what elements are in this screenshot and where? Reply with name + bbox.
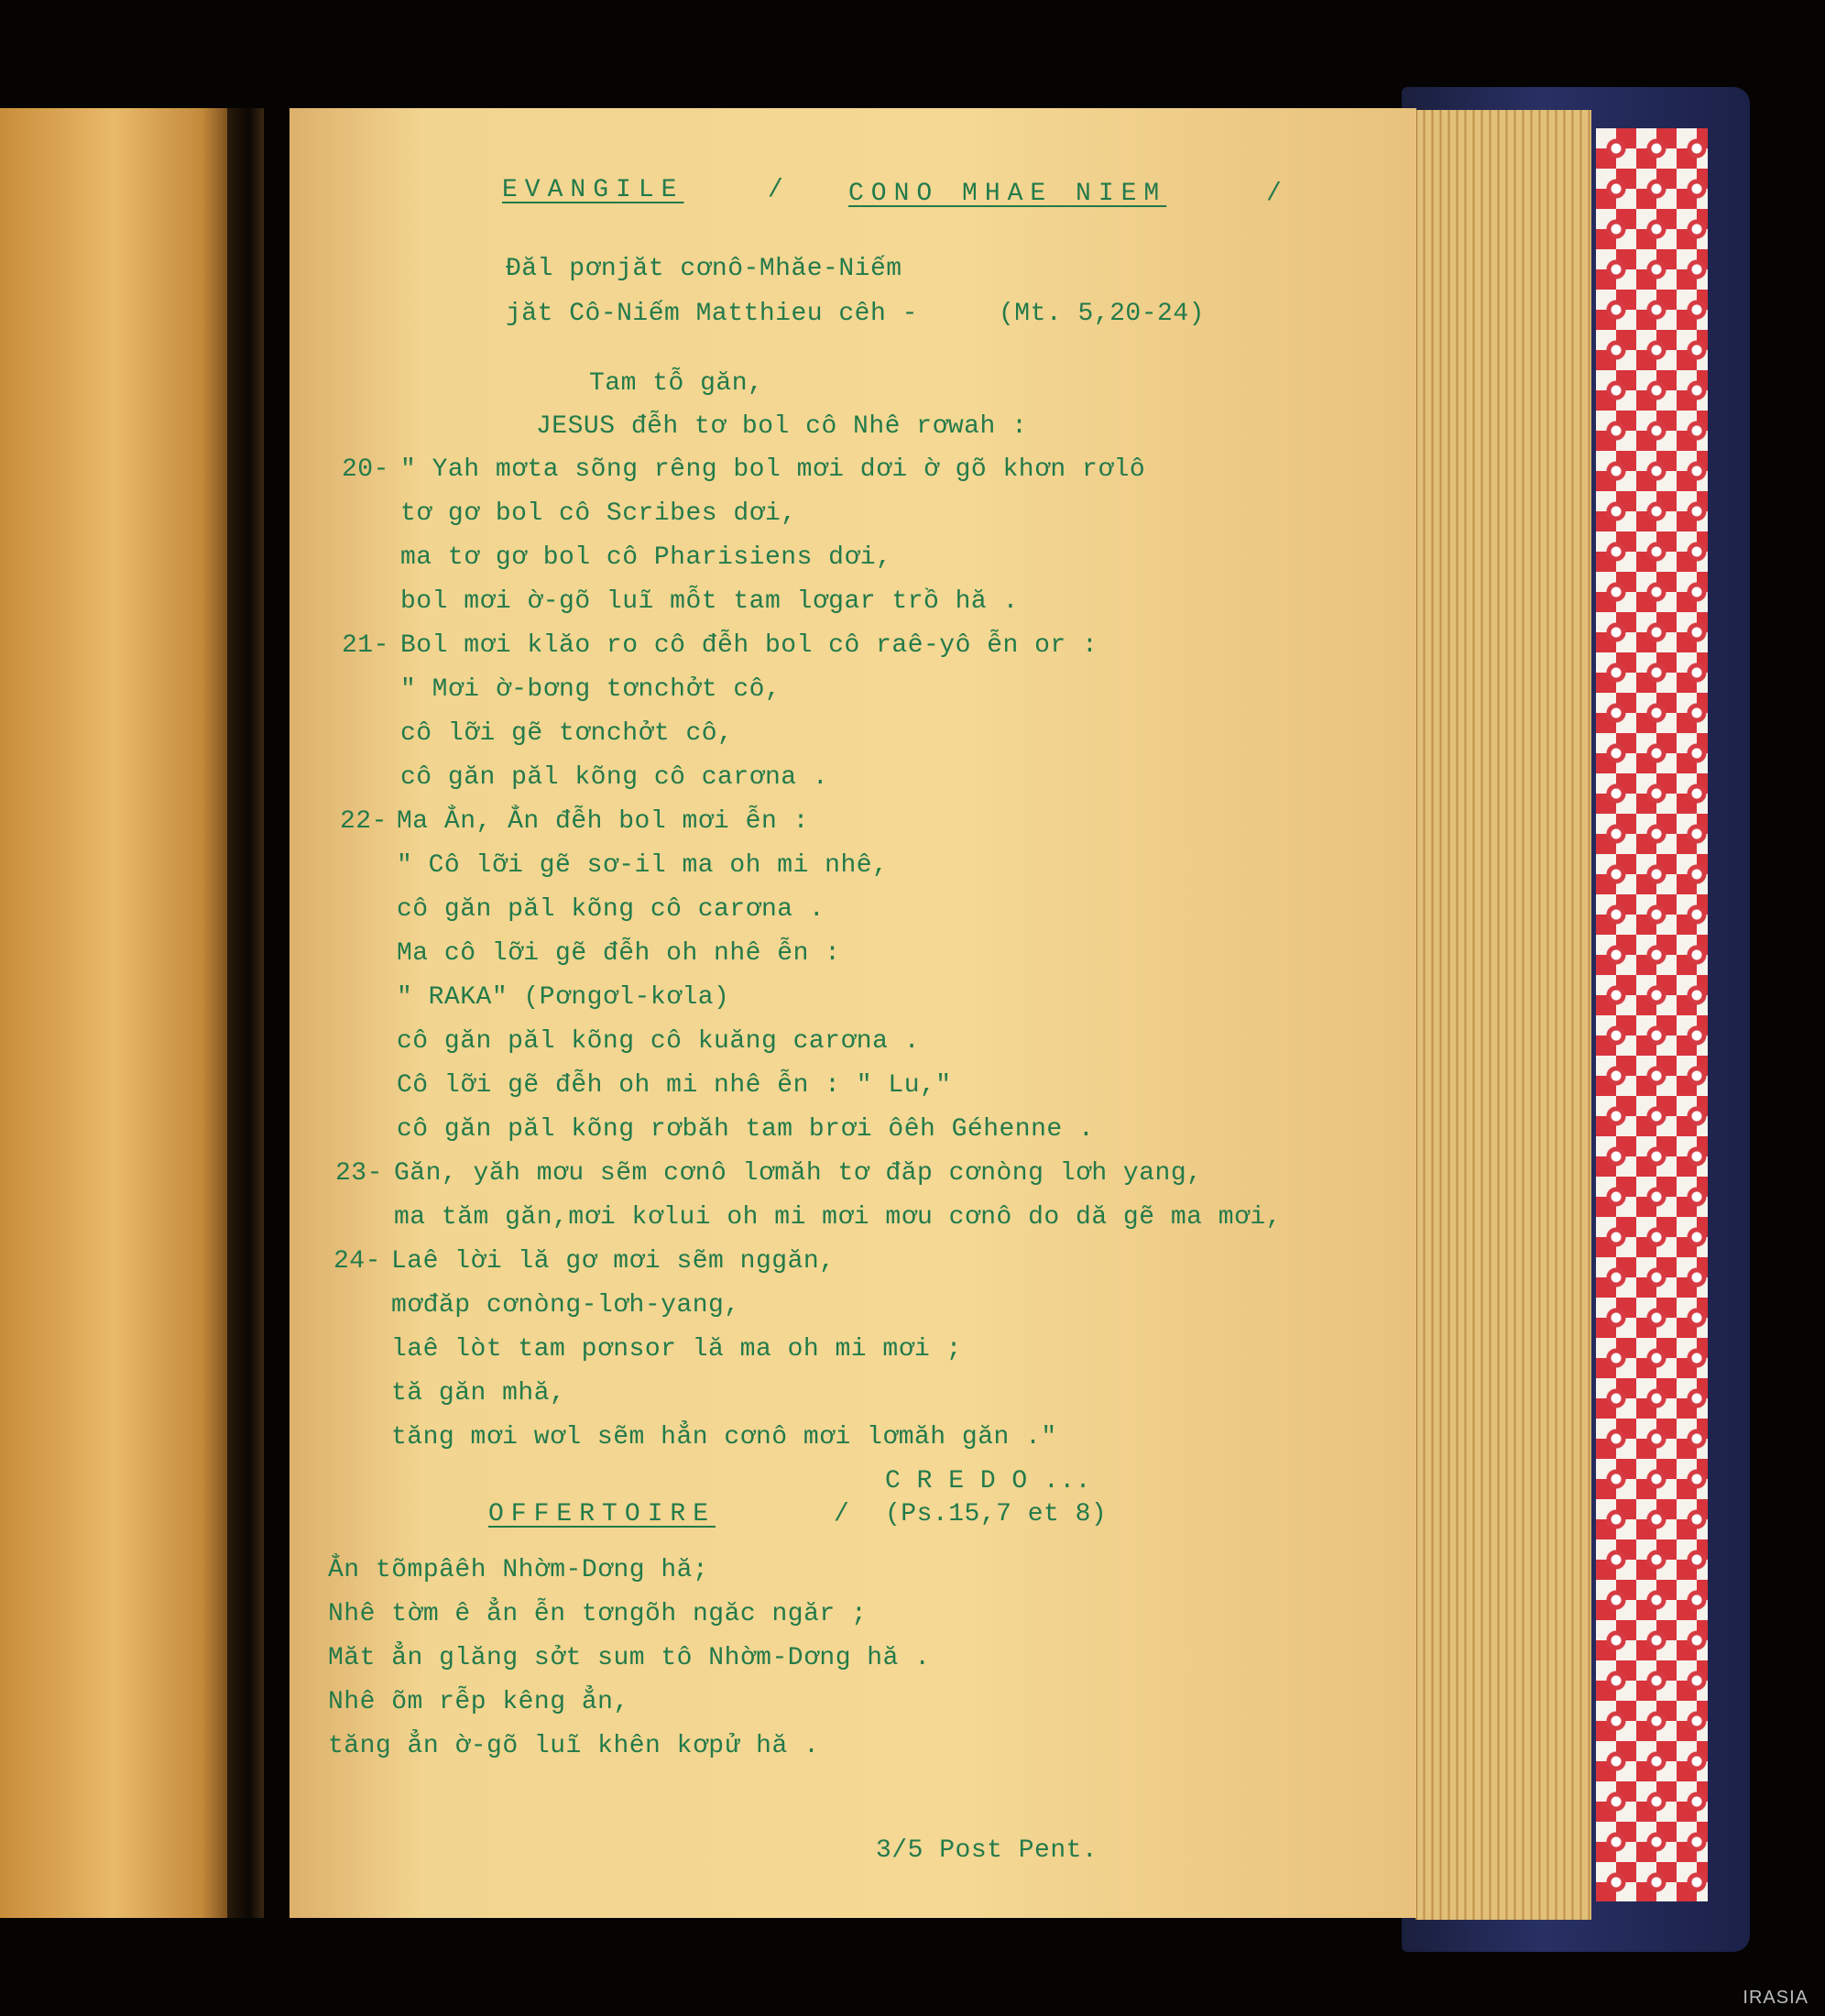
verse-line: Ma Ẳn, Ẳn đễh bol mơi ễn : (397, 807, 809, 836)
verse-line: Cô lỡi gẽ đễh oh mi nhê ễn : " Lu," (397, 1071, 952, 1100)
page-footer: 3/5 Post Pent. (876, 1836, 1098, 1865)
verse-line: Găn, yăh mơu sẽm cơnô lơmăh tơ đăp cơnòng lơh yang, (394, 1159, 1203, 1188)
left-page (0, 108, 229, 1918)
offertoire-line: tăng ẳn ờ-gõ luĩ khên kơpử hă . (328, 1732, 820, 1760)
offertoire-line: Nhê tờm ê ẳn ễn tơngõh ngăc ngăr ; (328, 1600, 868, 1628)
verse-line: cô lỡi gẽ tơnchởt cô, (400, 719, 734, 748)
verse-line: cô găn păl kõng rơbăh tam brơi ôêh Géhenne . (397, 1115, 1095, 1144)
header-slash-2: / (1266, 180, 1283, 208)
offertoire-reference: (Ps.15,7 et 8) (885, 1500, 1108, 1528)
verse-line: cô găn păl kõng cô carơna . (397, 895, 825, 924)
verse-line: Laê lời lă gơ mơi sẽm nggăn, (391, 1247, 836, 1276)
header-slash-1: / (768, 176, 784, 204)
verse-line: laê lòt tam pơnsor lă ma oh mi mơi ; (391, 1335, 962, 1364)
verse-line: bol mơi ờ-gõ luĩ mỗt tam lơgar trồ hă . (400, 587, 1019, 616)
verse-line: tơ gơ bol cô Scribes dơi, (400, 499, 797, 528)
verse-line: " Mơi ờ-bơng tơnchởt cô, (400, 675, 781, 704)
verse-line: " Yah mơta sõng rêng bol mơi dơi ờ gõ khơn rơlô (400, 455, 1146, 484)
offertoire-line: Ẳn tõmpâêh Nhờm-Dơng hă; (328, 1556, 709, 1584)
verse-number: 24- (333, 1247, 381, 1276)
verse-line: ma tơ gơ bol cô Pharisiens dơi, (400, 543, 892, 572)
verse-number: 20- (342, 455, 389, 484)
archive-tag: IRASIA (1743, 1988, 1809, 2008)
opening-line-2: JESUS đễh tơ bol cô Nhê rơwah : (536, 412, 1028, 441)
page-edges (1415, 110, 1591, 1920)
header-evangile: EVANGILE (502, 176, 684, 204)
verse-line: cô găn păl kõng cô carơna . (400, 763, 829, 792)
verse-number: 23- (335, 1159, 383, 1188)
intro-line-1: Đăl pơnjăt cơnô-Mhăe-Niếm (506, 255, 902, 283)
verse-line: tă găn mhă, (391, 1379, 566, 1408)
verse-line: tăng mơi wơl sẽm hẳn cơnô mơi lơmăh găn ." (391, 1423, 1057, 1452)
intro-reference: (Mt. 5,20-24) (999, 300, 1205, 328)
book-gutter (227, 108, 264, 1918)
endpaper-pattern (1596, 128, 1708, 1901)
verse-number: 21- (342, 631, 389, 660)
offertoire-slash: / (834, 1500, 850, 1528)
verse-number: 22- (340, 807, 388, 836)
credo-label: C R E D O ... (885, 1467, 1091, 1496)
verse-line: ma tăm găn,mơi kơlui oh mi mơi mơu cơnô do dă gẽ ma mơi, (394, 1203, 1282, 1232)
intro-line-2: jăt Cô-Niếm Matthieu cêh - (506, 300, 918, 328)
verse-line: Ma cô lỡi gẽ đễh oh nhê ễn : (397, 939, 841, 968)
verse-line: Bol mơi klăo ro cô đễh bol cô raê-yô ễn or : (400, 631, 1098, 660)
verse-line: mơđăp cơnòng-lơh-yang, (391, 1291, 740, 1320)
verse-line: cô găn păl kõng cô kuăng carơna . (397, 1027, 920, 1056)
header-cono-mhae-niem: CONO MHAE NIEM (848, 180, 1167, 208)
verse-line: " Cô lỡi gẽ sơ-il ma oh mi nhê, (397, 851, 889, 880)
offertoire-line: Măt ẳn glăng sởt sum tô Nhờm-Dơng hă . (328, 1644, 931, 1672)
offertoire-title: OFFERTOIRE (488, 1500, 716, 1528)
verse-line: " RAKA" (Pơngơl-kơla) (397, 983, 730, 1012)
offertoire-line: Nhê õm rễp kêng ẳn, (328, 1688, 629, 1716)
opening-line-1: Tam tỗ găn, (589, 369, 764, 398)
